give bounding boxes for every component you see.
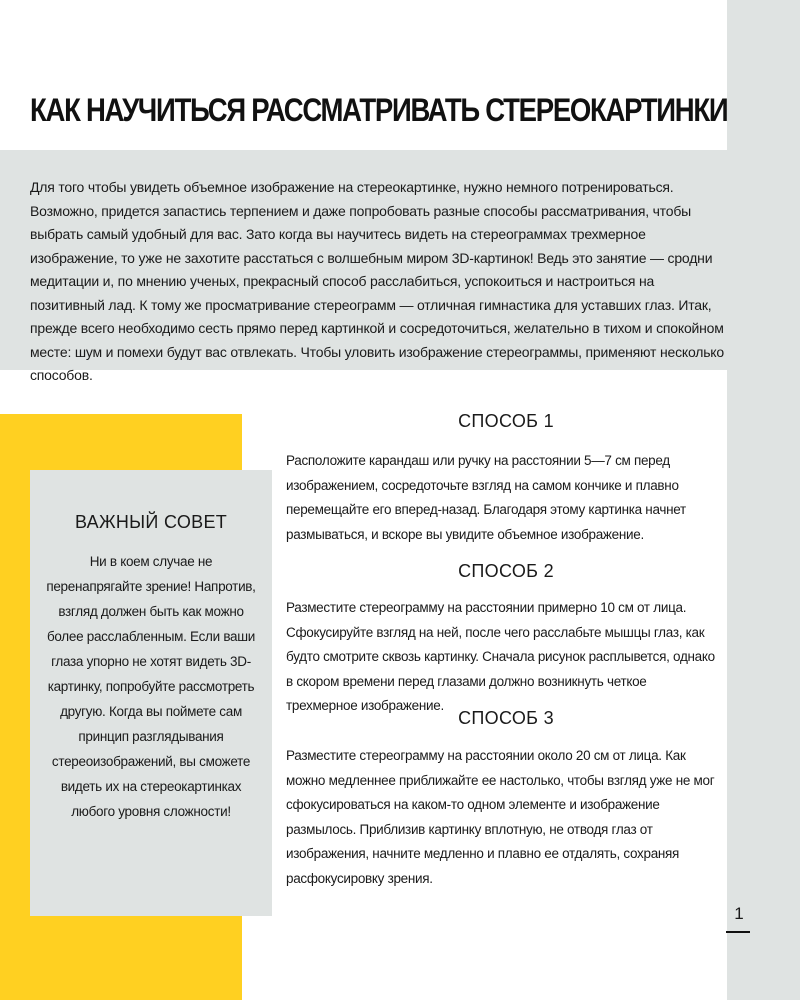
right-margin-strip [727,0,800,1000]
method-1-text: Расположите карандаш или ручку на расстоянии 5—7 см перед изображением, сосредоточьте взгляд на самом кончике и плавно перемещайте его вперед-назад. Благодаря этому картинка начнет размываться, и вскоре вы увидите объемное изображение. [286,453,686,542]
method-2-title: СПОСОБ 2 [458,561,554,581]
method-3-text: Разместите стереограмму на расстоянии около 20 см от лица. Как можно медленнее приближайте ее настолько, чтобы взгляд уже не мог сфокусироваться на каком-то одном элементе и изображение размылось. Приблизив картинку вплотную, не отводя глаз от изображения, начните медленно и плавно ее отдалять, сохраняя расфокусировку зрения. [286,748,715,886]
tip-title: ВАЖНЫЙ СОВЕТ [74,512,228,532]
page-number: 1 [734,904,744,923]
method-3-title: СПОСОБ 3 [458,708,554,728]
method-1-title: СПОСОБ 1 [458,411,554,431]
page-title: КАК НАУЧИТЬСЯ РАССМАТРИВАТЬ СТЕРЕОКАРТИНКИ [30,92,728,128]
method-2-text: Разместите стереограмму на расстоянии примерно 10 см от лица. Сфокусируйте взгляд на ней, после чего расслабьте мышцы глаз, как будто смотрите сквозь картинку. Сначала рисунок расплывется, однако в скором времени перед глазами должно возникнуть четкое трехмерное изображение. [286,600,715,713]
intro-paragraph: Для того чтобы увидеть объемное изображение на стереокартинке, нужно немного потренироваться. Возможно, придется запастись терпением и даже попробовать разные способы рассматривания, чтобы выбрать самый удобный для вас. Зато когда вы научитесь видеть на стереограммах трехмерное изображение, то уже не захотите расстаться с волшебным миром 3D-картинок! Ведь это занятие — сродни медитации и, по мнению ученых, прекрасный способ расслабиться, успокоиться и настроиться на позитивный лад. К тому же просматривание стереограмм — отличная гимнастика для уставших глаз. Итак, прежде всего необходимо сесть прямо перед картинкой и сосредоточиться, желательно в тихом и спокойном месте: шум и помехи будут вас отвлекать. Чтобы уловить изображение стереограммы, применяют несколько способов. [30,179,724,383]
page-number-rule [726,931,750,933]
tip-text: Ни в коем случае не перенапрягайте зрение! Напротив, взгляд должен быть как можно более расслабленным. Если ваши глаза упорно не хотят видеть 3D-картинку, попробуйте рассмотреть другую. Когда вы поймете сам принцип разглядывания стереоизображений, вы сможете видеть их на стереокартинках любого уровня сложности! [46,554,256,819]
